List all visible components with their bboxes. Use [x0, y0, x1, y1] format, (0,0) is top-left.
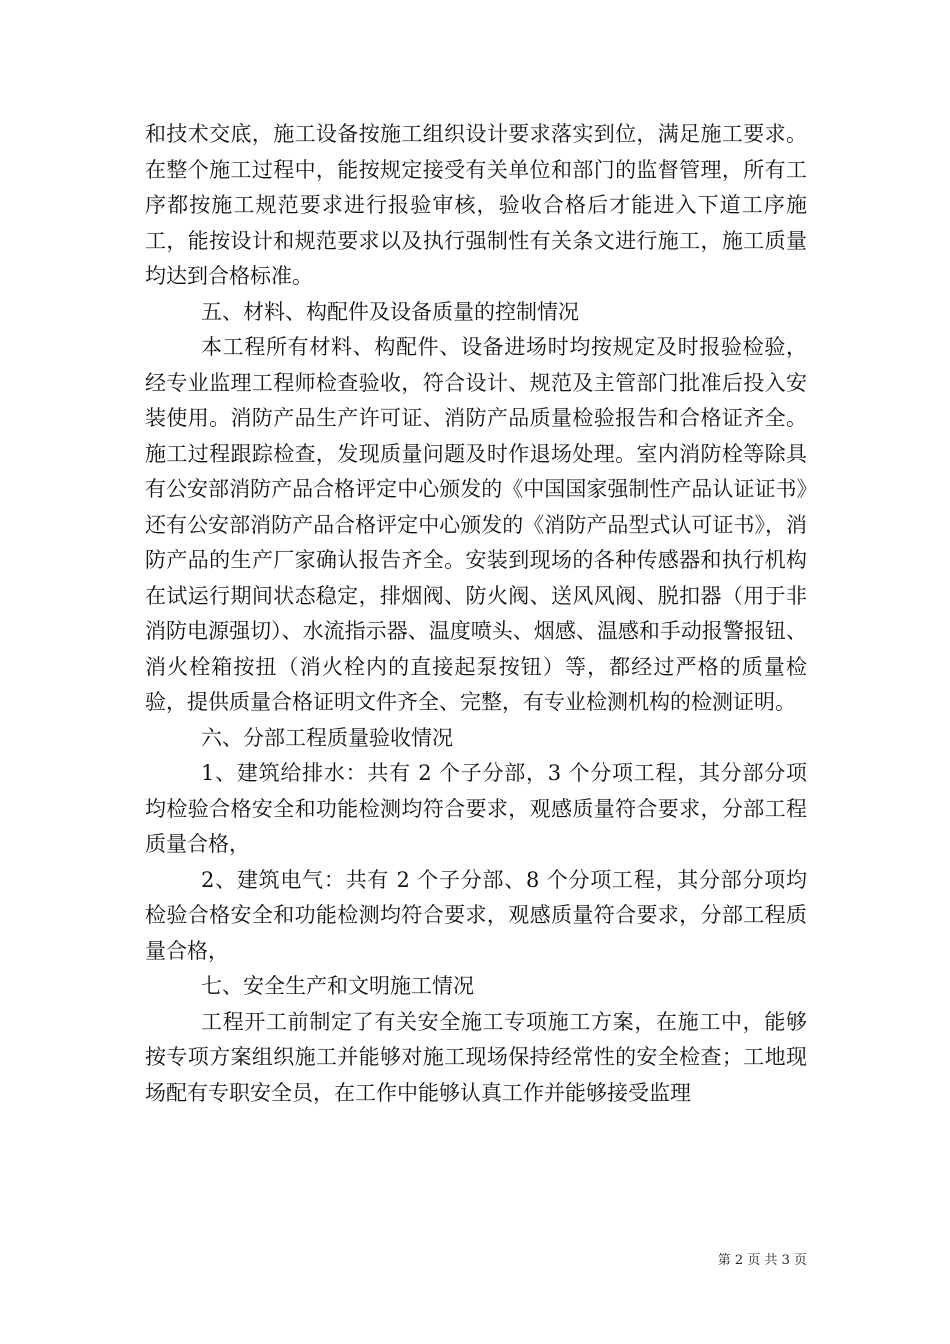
section-heading-safety: 七、安全生产和文明施工情况	[201, 974, 474, 998]
paragraph-materials: 本工程所有材料、构配件、设备进场时均按规定及时报验检验，经专业监理工程师检查验收，符合设计、规范及主管部门批准后投入安装使用。消防产品生产许可证、消防产品质量检验报告和合格证齐全。施工过程跟踪检查，发现质量问题及时作退场处理。室内消防栓等除具有公安部消防产品合格评定中心颁发的《中国国家强制性产品认证证书》还有公安部消防产品合格评定中心颁发的《消防产品型式认可证书》，消防产品的生产厂家确认报告齐全。安装到现场的各种传感器和执行机构在试运行期间状态稳定，排烟阀、防火阀、送风风阀、脱扣器（用于非消防电源强切）、水流指示器、温度喷头、烟感、温感和手动报警报钮、消火栓箱按扭（消火栓内的直接起泵按钮）等，都经过严格的质量检验，提供质量合格证明文件齐全、完整，有专业检测机构的检测证明。	[145, 335, 807, 714]
section-heading-acceptance: 六、分部工程质量验收情况	[201, 725, 453, 750]
paragraph-continuation: 和技术交底，施工设备按施工组织设计要求落实到位，满足施工要求。在整个施工过程中，能按规定接受有关单位和部门的监督管理，所有工序都按施工规范要求进行报验审核，验收合格后才能进入下道工序施工，能按设计和规范要求以及执行强制性有关条文进行施工，施工质量均达到合格标准。	[145, 122, 807, 288]
paragraph-safety: 工程开工前制定了有关安全施工专项施工方案，在施工中，能够按专项方案组织施工并能够对施工现场保持经常性的安全检查；工地现场配有专职安全员，在工作中能够认真工作并能够接受监理	[145, 1009, 807, 1105]
section-heading-materials: 五、材料、构配件及设备质量的控制情况	[201, 299, 579, 324]
paragraph-plumbing: 1、建筑给排水：共有 2 个子分部，3 个分项工程，其分部分项均检验合格安全和功能检测均符合要求，观感质量符合要求，分部工程质量合格，	[145, 761, 807, 856]
page-number: 第 2 页 共 3 页	[717, 1253, 807, 1268]
paragraph-electrical: 2、建筑电气：共有 2 个子分部、8 个分项工程，其分部分项均检验合格安全和功能检测均符合要求，观感质量符合要求，分部工程质量合格，	[145, 867, 807, 963]
document-body	[145, 117, 807, 1111]
